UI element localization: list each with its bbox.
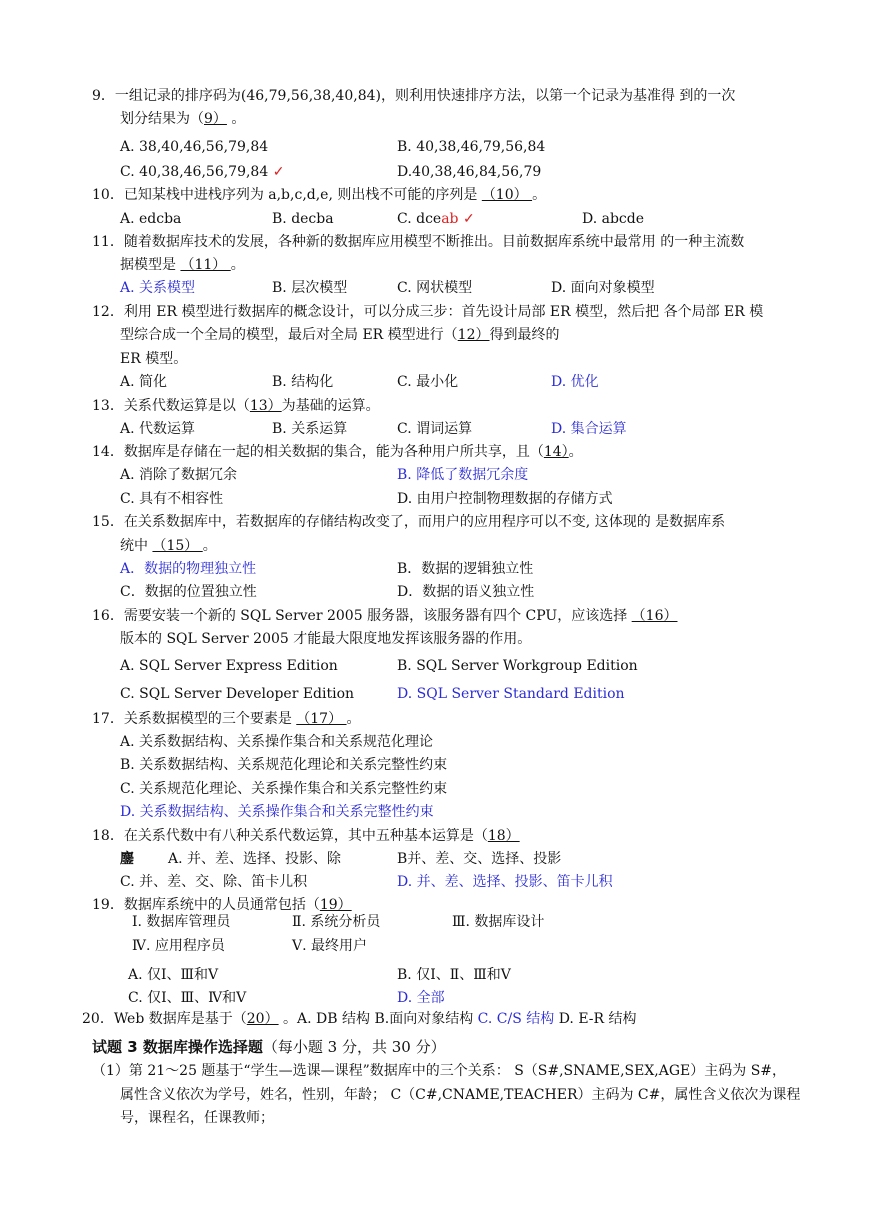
q13-option-b: B. 关系运算	[272, 421, 348, 437]
q13-stem: 13．关系代数运算是以（13）为基础的运算。	[92, 398, 380, 414]
q20-option-c: C. C/S 结构	[477, 1011, 555, 1027]
q12-option-b: B. 结构化	[272, 374, 334, 390]
q9-stem-line1: 9．一组记录的排序码为(46,79,56,38,40,84)，则利用快速排序方法，以第一个记录为基准得 到的一次	[92, 88, 736, 104]
section3-title: 试题 3 数据库操作选择题（每小题 3 分，共 30 分）	[92, 1038, 446, 1056]
q9-stem-line2: 划分结果为（9） 。	[120, 111, 246, 127]
q19-role-3: Ⅲ. 数据库设计	[452, 914, 545, 930]
q18-option-b: B并、差、交、选择、投影	[397, 851, 562, 867]
q14-option-b: B. 降低了数据冗余度	[397, 467, 529, 483]
q19-stem: 19．数据库系统中的人员通常包括（19）	[92, 897, 352, 913]
q18-option-d: D. 并、差、选择、投影、笛卡儿积	[397, 874, 613, 890]
q17-option-a: A. 关系数据结构、关系操作集合和关系规范化理论	[120, 734, 434, 750]
q11-stem-line2: 据模型是 （11） 。	[120, 257, 245, 273]
q19-option-c: C. 仅Ⅰ、Ⅲ、Ⅳ和Ⅴ	[128, 990, 247, 1006]
q18-option-a: A. 并、差、选择、投影、除	[168, 851, 342, 867]
q16-stem-line2: 版本的 SQL Server 2005 才能最大限度地发挥该服务器的作用。	[120, 631, 532, 647]
q15-option-b: B．数据的逻辑独立性	[397, 561, 534, 577]
q16-blank: （16）	[631, 608, 678, 624]
q18-stray-glyph: 鏖	[120, 851, 134, 867]
q15-option-a: A．数据的物理独立性	[120, 561, 257, 577]
q16-option-b: B. SQL Server Workgroup Edition	[397, 658, 638, 674]
q11-stem-line1: 11．随着数据库技术的发展，各种新的数据库应用模型不断推出。目前数据库系统中最常用 的一种主流数	[92, 234, 745, 250]
q18-blank: 18）	[487, 828, 520, 844]
section3-paragraph-line1: （1）第 21～25 题基于“学生—选课—课程”数据库中的三个关系： S（S#,SNAME,SEX,AGE）主码为 S#，	[92, 1063, 787, 1079]
q14-stem: 14．数据库是存储在一起的相关数据的集合，能为各种用户所共享，且（14）。	[92, 444, 583, 460]
q17-blank: （17）	[296, 711, 347, 727]
q15-option-d: D．数据的语义独立性	[397, 584, 535, 600]
q16-option-a: A. SQL Server Express Edition	[120, 658, 338, 674]
q15-stem-line1: 15．在关系数据库中，若数据库的存储结构改变了，而用户的应用程序可以不变, 这体现的 是数据库系	[92, 514, 726, 530]
q9-blank: 9）	[204, 111, 227, 127]
q13-option-a: A. 代数运算	[120, 421, 196, 437]
q10-stem: 10．已知某栈中进栈序列为 a,b,c,d,e, 则出栈不可能的序列是 （10） 。	[92, 187, 547, 203]
q12-option-a: A. 简化	[120, 374, 168, 390]
q18-stem: 18．在关系代数中有八种关系代数运算，其中五种基本运算是（18）	[92, 828, 520, 844]
q11-blank: （11）	[180, 257, 231, 273]
q11-option-d: D. 面向对象模型	[551, 280, 655, 296]
section3-paragraph-line2: 属性含义依次为学号，姓名，性别，年龄； C（C#,CNAME,TEACHER）主码为 C#，属性含义依次为课程	[120, 1087, 801, 1103]
checkmark-icon: ✓	[462, 211, 475, 227]
q20-blank: 20）	[246, 1011, 279, 1027]
q12-option-c: C. 最小化	[397, 374, 459, 390]
q19-option-d: D. 全部	[397, 990, 445, 1006]
q17-option-b: B. 关系数据结构、关系规范化理论和关系完整性约束	[120, 757, 448, 773]
q11-option-c: C. 网状模型	[397, 280, 473, 296]
q16-option-c: C. SQL Server Developer Edition	[120, 686, 355, 702]
q19-role-2: Ⅱ. 系统分析员	[292, 914, 381, 930]
q20-stem: 20．Web 数据库是基于（20） 。A. DB 结构 B.面向对象结构 C. C/S 结构 D. E-R 结构	[82, 1011, 637, 1027]
q9-option-d: D.40,38,46,84,56,79	[397, 164, 542, 180]
q14-blank: 14）	[543, 444, 569, 460]
q12-blank: 12）	[457, 327, 490, 343]
q11-option-b: B. 层次模型	[272, 280, 348, 296]
q14-option-d: D. 由用户控制物理数据的存储方式	[397, 491, 613, 507]
q15-option-c: C．数据的位置独立性	[120, 584, 257, 600]
q15-blank: （15）	[152, 538, 203, 554]
q10-option-b: B. decba	[272, 211, 334, 227]
section3-paragraph-line3: 号，课程名，任课教师；	[120, 1110, 274, 1126]
checkmark-icon: ✓	[272, 164, 285, 180]
q12-stem-line1: 12．利用 ER 模型进行数据库的概念设计，可以分成三步：首先设计局部 ER 模型，然后把 各个局部 ER 模	[92, 304, 764, 320]
q19-role-1: Ⅰ. 数据库管理员	[132, 914, 231, 930]
q14-option-a: A. 消除了数据冗余	[120, 467, 238, 483]
q19-role-5: Ⅴ. 最终用户	[292, 938, 368, 954]
q19-option-b: B. 仅Ⅰ、Ⅱ、Ⅲ和Ⅴ	[397, 967, 511, 983]
q19-option-a: A. 仅Ⅰ、Ⅲ和Ⅴ	[128, 967, 219, 983]
q12-stem-line2: 型综合成一个全局的模型，最后对全局 ER 模型进行（12）得到最终的	[120, 327, 560, 343]
q17-stem: 17．关系数据模型的三个要素是 （17） 。	[92, 711, 361, 727]
q10-option-d: D. abcde	[582, 211, 645, 227]
q9-option-a: A. 38,40,46,56,79,84	[120, 139, 269, 155]
q14-option-c: C. 具有不相容性	[120, 491, 224, 507]
q17-option-c: C. 关系规范化理论、关系操作集合和关系完整性约束	[120, 781, 448, 797]
q12-option-d: D. 优化	[551, 374, 599, 390]
q16-stem-line1: 16．需要安装一个新的 SQL Server 2005 服务器，该服务器有四个 CPU，应该选择 （16）	[92, 608, 678, 624]
q13-blank: 13）	[249, 398, 282, 414]
q18-option-c: C. 并、差、交、除、笛卡儿积	[120, 874, 308, 890]
q10-option-c: C. dceab ✓	[397, 211, 475, 227]
q12-stem-line3: ER 模型。	[120, 351, 188, 367]
q13-option-c: C. 谓词运算	[397, 421, 473, 437]
q9-option-b: B. 40,38,46,79,56,84	[397, 139, 546, 155]
q17-option-d: D. 关系数据结构、关系操作集合和关系完整性约束	[120, 804, 434, 820]
q9-option-c: C. 40,38,46,56,79,84 ✓	[120, 164, 285, 180]
q11-option-a: A. 关系模型	[120, 280, 196, 296]
q10-blank: （10）	[481, 187, 533, 203]
q13-option-d: D. 集合运算	[551, 421, 627, 437]
q16-option-d: D. SQL Server Standard Edition	[397, 686, 625, 702]
q19-role-4: Ⅳ. 应用程序员	[132, 938, 225, 954]
q19-blank: 19）	[319, 897, 352, 913]
q15-stem-line2: 统中 （15） 。	[120, 538, 217, 554]
q10-option-a: A. edcba	[120, 211, 182, 227]
